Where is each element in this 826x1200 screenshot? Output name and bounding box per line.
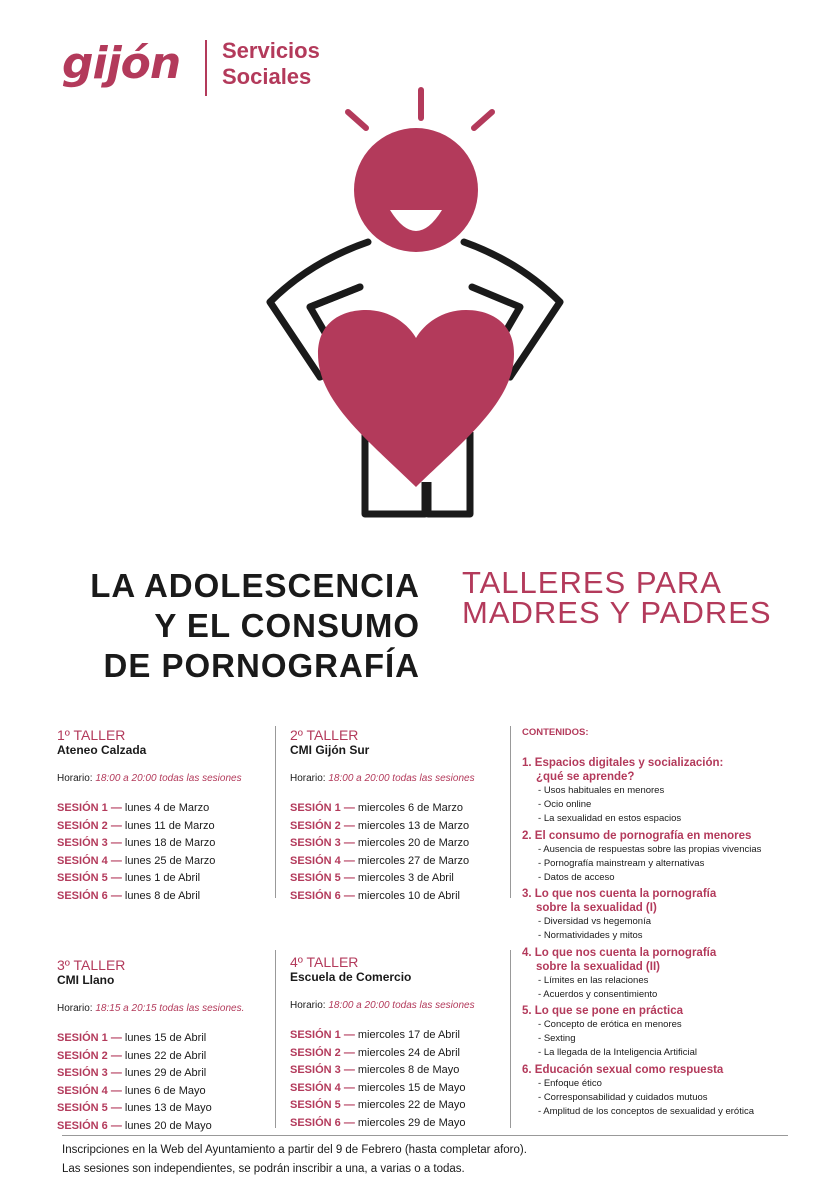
footer-note: Las sesiones son independientes, se podrán inscribir a una, a varias o a todas.: [62, 1163, 465, 1175]
topic-3: [522, 887, 802, 943]
workshop-number: 3º TALLER: [57, 957, 126, 973]
session-date: lunes 15 de Abril: [124, 1032, 207, 1044]
session-date: miercoles 27 de Marzo: [357, 854, 470, 867]
session-label: SESIÓN 4: [57, 1084, 108, 1097]
main-title-line2: Y EL CONSUMO: [154, 607, 420, 644]
session-date: lunes 29 de Abril: [124, 1067, 207, 1080]
session-date: lunes 20 de Mayo: [124, 1119, 212, 1132]
session-date: miercoles 20 de Marzo: [357, 837, 470, 850]
workshop-number: 1º TALLER: [57, 727, 126, 743]
session-label: SESIÓN 6: [290, 1116, 341, 1129]
footer-registration: Inscripciones en la Web del Ayuntamiento a partir del 9 de Febrero (hasta completar aforo).: [62, 1144, 527, 1156]
session-date: miercoles 24 de Abril: [357, 1046, 460, 1059]
topic-heading-cont: sobre la sexualidad (I): [536, 902, 657, 915]
logo-service-line2: Sociales: [222, 64, 312, 89]
session-label: SESIÓN 5: [290, 872, 341, 885]
hours-value: 18:00 a 20:00 todas las sesiones: [95, 773, 242, 784]
session-label: SESIÓN 2: [290, 819, 341, 832]
session-row: SESIÓN 4 — lunes 25 de Marzo: [57, 854, 216, 867]
session-row: SESIÓN 5 — lunes 1 de Abril: [57, 872, 201, 885]
session-row: SESIÓN 4 — miercoles 27 de Marzo: [290, 854, 470, 867]
workshop-hours: [57, 1002, 287, 1016]
topic-heading-cont: ¿qué se aprende?: [536, 771, 635, 783]
main-title-line3: DE PORNOGRAFÍA: [103, 647, 420, 684]
topic-item: - La llegada de la Inteligencia Artificial: [522, 1046, 802, 1060]
topic-item: - Enfoque ético: [522, 1077, 802, 1091]
sub-title-line2: MADRES Y PADRES: [462, 595, 772, 630]
session-date: miercoles 3 de Abril: [357, 872, 454, 885]
topic-item: - Normatividades y mitos: [522, 929, 802, 943]
topic-heading: 6. Educación sexual como respuesta: [522, 1063, 724, 1076]
hours-label: Horario:: [290, 773, 326, 784]
topic-item: - Acuerdos y consentimiento: [522, 988, 802, 1002]
topic-5: [522, 1004, 802, 1061]
topic-item: - Sexting: [522, 1032, 802, 1046]
session-label: SESIÓN 2: [57, 819, 108, 832]
workshop-4: [290, 954, 520, 1133]
session-row: SESIÓN 5 — miercoles 22 de Mayo: [290, 1099, 466, 1112]
session-date: lunes 8 de Abril: [124, 889, 201, 902]
session-date: lunes 22 de Abril: [124, 1049, 207, 1062]
session-label: SESIÓN 2: [57, 1049, 108, 1062]
logo-wordmark: gijón: [62, 38, 181, 89]
session-date: miercoles 8 de Mayo: [357, 1064, 460, 1077]
workshop-hours: [57, 772, 287, 786]
topic-item: - Diversidad vs hegemonía: [522, 915, 802, 929]
sub-title-line1: TALLERES PARA: [462, 565, 722, 600]
session-date: lunes 18 de Marzo: [124, 837, 216, 850]
session-label: SESIÓN 3: [290, 837, 341, 850]
session-row: SESIÓN 5 — lunes 13 de Mayo: [57, 1102, 212, 1115]
footer-divider: [62, 1135, 788, 1136]
topic-item: - La sexualidad en estos espacios: [522, 812, 802, 826]
topic-heading: 1. Espacios digitales y socialización:: [522, 757, 724, 769]
session-date: lunes 11 de Marzo: [124, 819, 215, 832]
session-label: SESIÓN 1: [290, 1029, 341, 1041]
session-row: SESIÓN 2 — miercoles 13 de Marzo: [290, 819, 470, 832]
session-date: lunes 4 de Marzo: [124, 802, 210, 814]
session-date: lunes 1 de Abril: [124, 872, 201, 885]
topic-item: - Ausencia de respuestas sobre las propias vivencias: [522, 843, 802, 857]
footer: [62, 1141, 788, 1179]
topic-heading: 2. El consumo de pornografía en menores: [522, 829, 752, 842]
topic-heading-cont: sobre la sexualidad (II): [536, 960, 660, 973]
hours-label: Horario:: [290, 1000, 326, 1011]
hours-value: 18:00 a 20:00 todas las sesiones: [328, 773, 475, 784]
topic-item: - Datos de acceso: [522, 871, 802, 885]
session-row: SESIÓN 5 — miercoles 3 de Abril: [290, 872, 454, 885]
session-row: SESIÓN 3 — lunes 18 de Marzo: [57, 837, 216, 850]
hours-value: 18:00 a 20:00 todas las sesiones: [328, 1000, 475, 1011]
session-row: SESIÓN 3 — miercoles 8 de Mayo: [290, 1064, 460, 1077]
workshop-number: 2º TALLER: [290, 727, 359, 743]
topic-2: [522, 829, 802, 886]
session-row: SESIÓN 6 — miercoles 10 de Abril: [290, 889, 460, 902]
logo-divider: [205, 40, 207, 96]
workshop-hours: [290, 999, 520, 1013]
session-row: SESIÓN 1 — miercoles 17 de Abril: [290, 1029, 460, 1041]
session-label: SESIÓN 1: [57, 1032, 108, 1044]
topic-4: [522, 946, 802, 1002]
session-label: SESIÓN 4: [290, 854, 341, 867]
session-row: SESIÓN 3 — lunes 29 de Abril: [57, 1067, 207, 1080]
session-row: SESIÓN 6 — lunes 20 de Mayo: [57, 1119, 212, 1132]
topic-item: - Concepto de erótica en menores: [522, 1018, 802, 1032]
workshop-3: [57, 957, 287, 1136]
contents-list: [522, 726, 802, 1121]
hand-left: [310, 287, 360, 307]
session-label: SESIÓN 1: [57, 802, 108, 814]
topic-item: - Ocio online: [522, 798, 802, 812]
session-date: miercoles 15 de Mayo: [357, 1081, 466, 1094]
hours-value: 18:15 a 20:15 todas las sesiones.: [95, 1003, 245, 1014]
session-date: miercoles 6 de Marzo: [357, 802, 464, 814]
hours-label: Horario:: [57, 1003, 93, 1014]
session-date: miercoles 13 de Marzo: [357, 819, 470, 832]
workshop-place: CMI Llano: [57, 973, 115, 987]
session-row: SESIÓN 6 — lunes 8 de Abril: [57, 889, 201, 902]
session-row: SESIÓN 2 — lunes 22 de Abril: [57, 1049, 207, 1062]
topic-item: - Corresponsabilidad y cuidados mutuos: [522, 1091, 802, 1105]
workshop-place: Escuela de Comercio: [290, 970, 412, 984]
session-date: miercoles 17 de Abril: [357, 1029, 460, 1041]
workshop-2: [290, 727, 520, 906]
workshop-place: Ateneo Calzada: [57, 743, 147, 757]
topic-6: [522, 1063, 802, 1120]
session-row: SESIÓN 1 — miercoles 6 de Marzo: [290, 802, 464, 814]
session-row: SESIÓN 1 — lunes 4 de Marzo: [57, 802, 210, 814]
ray-left: [348, 112, 366, 128]
session-date: miercoles 10 de Abril: [357, 889, 460, 902]
topic-1: [522, 756, 802, 827]
session-label: SESIÓN 5: [290, 1099, 341, 1112]
session-label: SESIÓN 3: [57, 837, 108, 850]
head: [354, 128, 478, 252]
session-label: SESIÓN 2: [290, 1046, 341, 1059]
session-label: SESIÓN 5: [57, 1102, 108, 1115]
heart: [318, 310, 514, 487]
session-label: SESIÓN 3: [290, 1064, 341, 1077]
workshop-1: [57, 727, 287, 906]
workshop-place: CMI Gijón Sur: [290, 743, 370, 757]
session-date: lunes 6 de Mayo: [124, 1084, 206, 1097]
session-row: SESIÓN 1 — lunes 15 de Abril: [57, 1032, 207, 1044]
session-date: lunes 13 de Mayo: [124, 1102, 212, 1115]
main-title-line1: LA ADOLESCENCIA: [90, 567, 420, 604]
session-row: SESIÓN 6 — miercoles 29 de Mayo: [290, 1116, 466, 1129]
session-label: SESIÓN 6: [57, 1119, 108, 1132]
session-label: SESIÓN 6: [290, 889, 341, 902]
session-label: SESIÓN 6: [57, 889, 108, 902]
workshop-number: 4º TALLER: [290, 954, 359, 970]
main-title: [40, 566, 420, 686]
session-label: SESIÓN 4: [57, 854, 108, 867]
topic-heading: 3. Lo que nos cuenta la pornografía: [522, 888, 717, 901]
topic-heading: 5. Lo que se pone en práctica: [522, 1005, 684, 1018]
session-label: SESIÓN 4: [290, 1081, 341, 1094]
topic-item: - Usos habituales en menores: [522, 784, 802, 798]
session-row: SESIÓN 4 — lunes 6 de Mayo: [57, 1084, 206, 1097]
logo-service-line1: Servicios: [222, 38, 320, 63]
topic-heading: 4. Lo que nos cuenta la pornografía: [522, 946, 717, 959]
contents-title: CONTENIDOS:: [522, 727, 589, 738]
ray-right: [474, 112, 492, 128]
topic-item: - Límites en las relaciones: [522, 974, 802, 988]
sub-title: [462, 565, 802, 630]
workshop-hours: [290, 772, 520, 786]
session-date: lunes 25 de Marzo: [124, 854, 216, 867]
session-label: SESIÓN 5: [57, 872, 108, 885]
session-date: miercoles 29 de Mayo: [357, 1116, 466, 1129]
session-label: SESIÓN 3: [57, 1067, 108, 1080]
session-date: miercoles 22 de Mayo: [357, 1099, 466, 1112]
hours-label: Horario:: [57, 773, 93, 784]
topic-item: - Amplitud de los conceptos de sexualidad y erótica: [522, 1105, 802, 1119]
session-label: SESIÓN 1: [290, 802, 341, 814]
topic-item: - Pornografía mainstream y alternativas: [522, 857, 802, 871]
session-row: SESIÓN 3 — miercoles 20 de Marzo: [290, 837, 470, 850]
session-row: SESIÓN 4 — miercoles 15 de Mayo: [290, 1081, 466, 1094]
session-row: SESIÓN 2 — lunes 11 de Marzo: [57, 819, 215, 832]
session-row: SESIÓN 2 — miercoles 24 de Abril: [290, 1046, 460, 1059]
heart-figure-illustration: [250, 82, 580, 522]
